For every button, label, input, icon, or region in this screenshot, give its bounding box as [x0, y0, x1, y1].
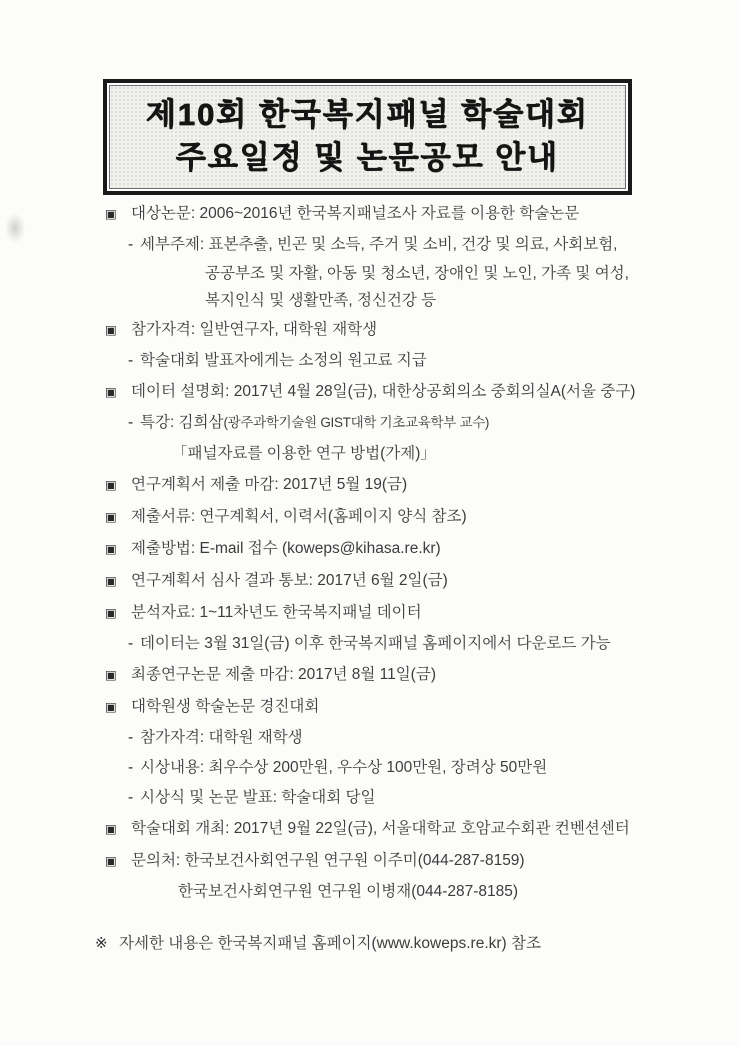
- line-text: 복지인식 및 생활만족, 정신건강 등: [205, 292, 437, 309]
- line-text-small: (광주과학기술원 GIST대학 기초교육학부 교수): [223, 415, 490, 430]
- line-text: 시상식 및 논문 발표: 학술대회 당일: [140, 789, 376, 806]
- line-text: 공공부조 및 자활, 아동 및 청소년, 장애인 및 노인, 가족 및 여성,: [205, 265, 629, 282]
- bullet-icon: ▣: [105, 385, 117, 399]
- line-text: 제출방법: E-mail 접수 (koweps@kihasa.re.kr): [131, 540, 441, 557]
- dash-icon: -: [128, 414, 134, 431]
- bullet-icon: ▣: [105, 574, 117, 588]
- document-line: [105, 287, 725, 314]
- bullet-icon: ▣: [105, 323, 117, 337]
- document-line: [105, 691, 725, 723]
- line-text: 문의처: 한국보건사회연구원 연구원 이주미(044-287-8159): [131, 852, 525, 869]
- document-title-line2: 주요일정 및 논문공모 안내: [175, 140, 560, 175]
- line-text: 「패널자료를 이용한 연구 방법(가제)」: [172, 445, 436, 462]
- document-line: [105, 845, 725, 877]
- line-text: 한국보건사회연구원 연구원 이병재(044-287-8185): [178, 883, 519, 900]
- line-text: 참가자격: 일반연구자, 대학원 재학생: [131, 321, 378, 338]
- document-body: [95, 198, 725, 959]
- document-line: [105, 753, 725, 783]
- bullet-icon: ▣: [105, 207, 117, 221]
- document-line: [105, 346, 725, 376]
- document-line: [105, 723, 725, 753]
- line-text: 참가자격: 대학원 재학생: [140, 729, 303, 746]
- document-line: [105, 438, 725, 469]
- document-title-line1: 제10회 한국복지패널 학술대회: [145, 97, 590, 132]
- document-line: [105, 877, 725, 907]
- document-line: [105, 501, 725, 533]
- document-line: [105, 813, 725, 845]
- line-text: 연구계획서 제출 마감: 2017년 5월 19(금): [131, 476, 408, 493]
- bullet-icon: ▣: [105, 700, 117, 714]
- bullet-icon: ▣: [105, 822, 117, 836]
- document-line: [105, 783, 725, 813]
- document-line: [105, 533, 725, 565]
- line-text: 제출서류: 연구계획서, 이력서(홈페이지 양식 참조): [131, 508, 467, 525]
- document-line: [105, 198, 725, 230]
- line-text: 분석자료: 1~11차년도 한국복지패널 데이터: [131, 604, 422, 621]
- document-line: [105, 629, 725, 659]
- dash-icon: -: [128, 236, 134, 253]
- line-text: 대상논문: 2006~2016년 한국복지패널조사 자료를 이용한 학술논문: [131, 205, 580, 222]
- line-text: 세부주제: 표본추출, 빈곤 및 소득, 주거 및 소비, 건강 및 의료, 사회보험,: [140, 236, 618, 253]
- document-line: [105, 260, 725, 287]
- bullet-icon: ▣: [105, 478, 117, 492]
- document-line: [95, 929, 725, 959]
- line-text: 자세한 내용은 한국복지패널 홈페이지(www.koweps.re.kr) 참조: [119, 935, 541, 952]
- line-text: 시상내용: 최우수상 200만원, 우수상 100만원, 장려상 50만원: [140, 759, 548, 776]
- scan-artifact: [5, 213, 25, 243]
- line-text: 최종연구논문 제출 마감: 2017년 8월 11일(금): [131, 666, 436, 683]
- document-line: [105, 314, 725, 346]
- document-line: [105, 597, 725, 629]
- line-text: 학술대회 개최: 2017년 9월 22일(금), 서울대학교 호암교수회관 컨벤션센터: [131, 820, 630, 837]
- dash-icon: -: [128, 729, 134, 746]
- line-text: 학술대회 발표자에게는 소정의 원고료 지급: [140, 352, 427, 369]
- dash-icon: -: [128, 635, 134, 652]
- document-line: [105, 565, 725, 597]
- note-icon: ※: [95, 935, 108, 952]
- line-text: 대학원생 학술논문 경진대회: [131, 698, 320, 715]
- document-line: [105, 469, 725, 501]
- line-text: 특강: 김희삼: [140, 414, 224, 431]
- dash-icon: -: [128, 789, 134, 806]
- document-line: [105, 376, 725, 408]
- document-line: [105, 408, 725, 438]
- bullet-icon: ▣: [105, 668, 117, 682]
- bullet-icon: ▣: [105, 606, 117, 620]
- bullet-icon: ▣: [105, 854, 117, 868]
- document-line: [105, 659, 725, 691]
- line-text: 데이터는 3월 31일(금) 이후 한국복지패널 홈페이지에서 다운로드 가능: [140, 635, 611, 652]
- dash-icon: -: [128, 759, 134, 776]
- title-box: [103, 79, 632, 195]
- line-text: 데이터 설명회: 2017년 4월 28일(금), 대한상공회의소 중회의실A(서울 중구): [131, 383, 636, 400]
- line-text: 연구계획서 심사 결과 통보: 2017년 6월 2일(금): [131, 572, 448, 589]
- bullet-icon: ▣: [105, 542, 117, 556]
- bullet-icon: ▣: [105, 510, 117, 524]
- title-box-inner: [109, 85, 626, 189]
- dash-icon: -: [128, 352, 134, 369]
- document-line: [105, 230, 725, 260]
